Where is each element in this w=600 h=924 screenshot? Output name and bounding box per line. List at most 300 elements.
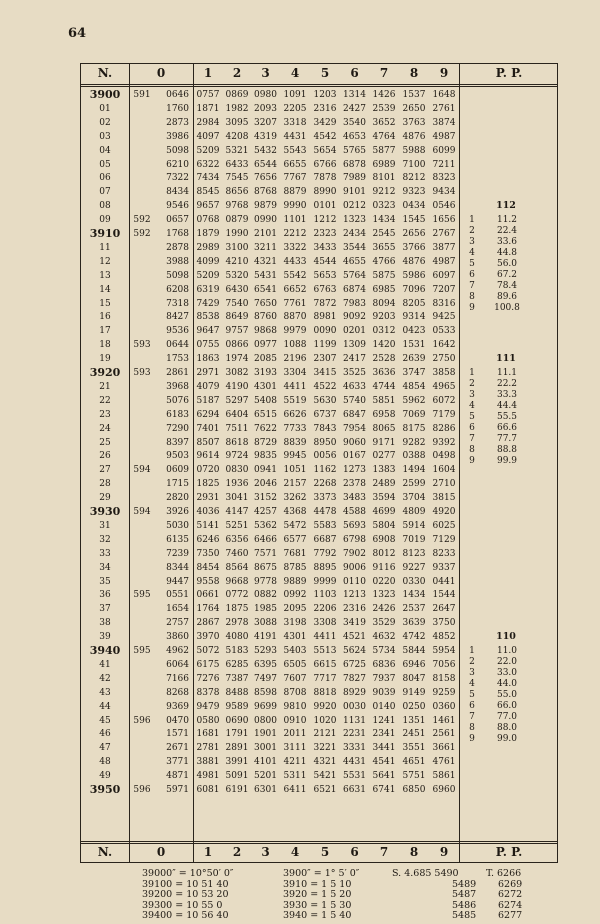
table-cell: 2212 — [283, 229, 307, 239]
pp-value: 11.0 — [496, 646, 518, 656]
table-cell: 5653 — [313, 270, 337, 281]
table-cell: 5630 — [313, 395, 337, 406]
log-table — [80, 63, 558, 863]
table-cell: 3652 — [372, 117, 396, 128]
table-cell: 3970 — [196, 632, 220, 643]
footer-header-cell: 1 — [203, 845, 213, 859]
table-cell: 5209 — [196, 270, 220, 281]
row-label: 47 — [99, 743, 111, 754]
table-cell: 1241 — [372, 715, 396, 726]
table-cell: 2341 — [372, 729, 396, 740]
table-cell: 1985 — [254, 604, 277, 615]
table-cell: 4257 — [254, 507, 277, 517]
table-cell: 7401 — [196, 423, 220, 434]
row-label: 38 — [99, 618, 111, 629]
table-cell: 5293 — [254, 646, 277, 656]
page-number: 64 — [68, 26, 87, 41]
table-cell: 2426 — [372, 604, 396, 615]
table-cell: 8950 — [313, 437, 337, 448]
table-cell: 8760 — [254, 312, 277, 323]
row-label: 31 — [99, 520, 111, 531]
table-cell: 8768 — [254, 187, 277, 198]
pp-value: 44.4 — [496, 401, 518, 411]
table-cell: 0441 — [432, 576, 456, 587]
table-cell: 6294 — [196, 409, 220, 420]
table-cell: 1131 — [343, 715, 366, 726]
table-cell: 1642 — [432, 340, 456, 351]
table-cell: 3221 — [313, 743, 337, 754]
table-cell: 6687 — [313, 534, 337, 545]
pp-digit: 8 — [469, 292, 475, 303]
table-cell: 7650 — [254, 298, 277, 309]
footer-arc-mid: 3920 = 1 5 20 — [283, 889, 352, 900]
table-cell: 6097 — [432, 270, 456, 281]
footer-header-cell: 2 — [232, 845, 242, 859]
pp-digit: 9 — [469, 303, 475, 314]
table-cell: 8205 — [402, 298, 426, 309]
table-cell: 3100 — [225, 242, 249, 253]
table-cell: 0423 — [402, 326, 426, 337]
header-cell: 4 — [290, 66, 300, 80]
table-cell: 1426 — [372, 90, 396, 100]
table-cell: 7096 — [402, 284, 426, 295]
zero-column-value: 3771 — [166, 757, 189, 768]
column-divider — [459, 64, 460, 862]
table-cell: 5861 — [432, 771, 456, 782]
table-cell: 7387 — [225, 673, 249, 684]
pp-digit: 2 — [469, 379, 475, 389]
table-cell: 9282 — [402, 437, 426, 448]
row-label: 29 — [99, 493, 111, 504]
table-cell: 7681 — [283, 548, 307, 559]
table-cell: 5421 — [313, 771, 337, 782]
table-cell: 4544 — [313, 256, 337, 267]
table-cell: 2781 — [196, 743, 220, 754]
table-cell: 4190 — [225, 381, 249, 392]
table-cell: 3433 — [313, 242, 337, 253]
table-cell: 8895 — [313, 562, 337, 573]
table-cell: 7540 — [225, 298, 249, 309]
table-cell: 7056 — [432, 659, 456, 670]
pp-digit: 4 — [469, 248, 475, 259]
pp-digit: 8 — [469, 723, 475, 733]
table-cell: 3540 — [343, 117, 366, 128]
table-cell: 9699 — [254, 701, 277, 712]
table-cell: 9810 — [283, 701, 307, 712]
table-cell: 1309 — [343, 340, 366, 351]
table-cell: 3088 — [254, 618, 277, 629]
table-cell: 0990 — [254, 215, 277, 226]
table-cell: 5542 — [283, 270, 307, 281]
table-cell: 1203 — [313, 90, 337, 100]
table-cell: 6322 — [196, 159, 220, 170]
table-cell: 9558 — [196, 576, 220, 587]
pp-value: 89.6 — [496, 292, 518, 303]
table-cell: 1088 — [283, 340, 307, 351]
row-label: 48 — [99, 757, 111, 768]
table-cell: 5740 — [343, 395, 366, 406]
header-cell: 1 — [203, 66, 213, 80]
footer-header-cell: 5 — [320, 845, 330, 859]
table-cell: 3082 — [225, 368, 249, 378]
footer-arc-left: 39000″ = 10°50′ 0″ — [142, 868, 234, 879]
table-cell: 0879 — [225, 215, 249, 226]
table-cell: 9868 — [254, 326, 277, 337]
table-cell: 2206 — [313, 604, 337, 615]
table-cell: 5209 — [196, 145, 220, 156]
table-cell: 8729 — [254, 437, 277, 448]
table-cell: 4301 — [283, 632, 307, 643]
table-cell: 8785 — [283, 562, 307, 573]
pp-value: 66.0 — [496, 701, 518, 711]
table-cell: 4633 — [343, 381, 366, 392]
pp-digit: 1 — [469, 368, 475, 378]
table-cell: 2761 — [432, 103, 456, 114]
footer-arc-mid: 3940 = 1 5 40 — [283, 910, 352, 921]
table-cell: 4987 — [432, 131, 456, 142]
table-cell: 9149 — [402, 687, 426, 698]
zero-column-value: 5098 — [166, 145, 189, 156]
table-cell: 6515 — [254, 409, 277, 420]
footer-arc-left: 39300 = 10 55 0 — [142, 899, 223, 911]
table-cell: 4852 — [432, 632, 456, 643]
table-cell: 8094 — [372, 298, 396, 309]
table-cell: 2931 — [196, 493, 220, 504]
table-cell: 0388 — [402, 451, 426, 462]
table-cell: 3322 — [283, 242, 307, 253]
table-cell: 5875 — [372, 270, 396, 281]
table-cell: 7656 — [254, 173, 277, 184]
table-cell: 6081 — [196, 785, 220, 795]
table-cell: 0941 — [254, 465, 277, 476]
zero-column-value: 2820 — [166, 493, 189, 504]
table-cell: 5764 — [343, 270, 366, 281]
table-cell: 4809 — [402, 507, 426, 517]
table-cell: 0220 — [372, 576, 396, 587]
table-cell: 5408 — [254, 395, 277, 406]
table-cell: 3529 — [372, 618, 396, 629]
pp-value: 99.9 — [496, 456, 518, 466]
table-cell: 2647 — [432, 604, 456, 615]
table-cell: 8286 — [432, 423, 456, 434]
table-cell: 6741 — [372, 785, 396, 795]
table-cell: 7761 — [283, 298, 307, 309]
table-cell: 6301 — [254, 785, 277, 795]
table-cell: 2451 — [402, 729, 426, 740]
table-cell: 0800 — [254, 715, 277, 726]
zero-column-value: 0470 — [166, 715, 189, 726]
table-cell: 8545 — [196, 187, 220, 198]
zero-column-value: 3986 — [166, 131, 189, 142]
table-cell: 3095 — [225, 117, 249, 128]
table-cell: 5432 — [254, 145, 277, 156]
table-cell: 3639 — [402, 618, 426, 629]
table-cell: 8175 — [402, 423, 426, 434]
table-cell: 0434 — [402, 201, 426, 212]
table-cell: 6798 — [343, 534, 366, 545]
table-cell: 9212 — [372, 187, 396, 198]
table-cell: 0910 — [283, 715, 307, 726]
table-cell: 0580 — [196, 715, 220, 726]
table-cell: 5362 — [254, 520, 277, 531]
zero-column-value: 9503 — [166, 451, 189, 462]
table-cell: 0167 — [343, 451, 366, 462]
table-cell: 1461 — [432, 715, 456, 726]
table-cell: 7434 — [196, 173, 220, 184]
table-cell: 7792 — [313, 548, 337, 559]
table-cell: 5251 — [225, 520, 249, 531]
table-cell: 3655 — [372, 242, 396, 253]
pp-digit: 9 — [469, 734, 475, 744]
table-cell: 4321 — [254, 256, 277, 267]
pp-digit: 7 — [469, 281, 475, 292]
table-cell: 0882 — [254, 590, 277, 601]
footer-header-cell: 9 — [439, 845, 449, 859]
table-cell: 5531 — [343, 771, 366, 782]
table-cell: 0101 — [313, 201, 337, 212]
table-cell: 2489 — [372, 479, 396, 490]
row-label: 02 — [99, 117, 111, 128]
table-cell: 8123 — [402, 548, 426, 559]
table-cell: 4632 — [372, 632, 396, 643]
zero-column-value: 6183 — [166, 409, 189, 420]
table-cell: 5431 — [254, 270, 277, 281]
footer-t-value: 6277 — [498, 910, 523, 921]
table-cell: 6577 — [283, 534, 307, 545]
table-cell: 9116 — [372, 562, 396, 573]
zero-column-value: 1571 — [166, 729, 189, 740]
table-cell: 2316 — [343, 604, 366, 615]
table-cell: 9990 — [283, 201, 307, 212]
header-cell: 6 — [350, 66, 359, 80]
table-cell: 6430 — [225, 284, 249, 295]
table-cell: 0546 — [432, 201, 456, 212]
table-cell: 7350 — [196, 548, 220, 559]
pp-value: 77.0 — [496, 712, 518, 722]
table-cell: 3858 — [432, 368, 456, 378]
table-cell: 2650 — [402, 103, 426, 114]
table-cell: 3551 — [402, 743, 426, 754]
table-cell: 8990 — [313, 187, 337, 198]
row-label: 09 — [99, 215, 111, 226]
zero-column-value: 3968 — [166, 381, 189, 392]
pp-value: 88.8 — [496, 445, 518, 455]
table-cell: 1213 — [343, 590, 366, 601]
footer-t-label: T. 6266 — [486, 868, 522, 879]
pp-value: 44.8 — [496, 248, 518, 259]
table-cell: 3415 — [313, 368, 337, 378]
table-cell: 2434 — [343, 229, 366, 239]
footer-arc-left: 39400 = 10 56 40 — [142, 910, 229, 921]
table-cell: 3331 — [343, 743, 366, 754]
pp-value: 100.8 — [494, 303, 520, 314]
table-cell: 9392 — [432, 437, 456, 448]
table-cell: 9647 — [196, 326, 220, 337]
table-cell: 6989 — [372, 159, 396, 170]
table-cell: 3544 — [343, 242, 366, 253]
table-cell: 8870 — [283, 312, 307, 323]
zero-column-value: 5076 — [166, 395, 189, 406]
table-cell: 5403 — [283, 646, 307, 656]
table-cell: 7129 — [432, 534, 456, 545]
table-cell: 8598 — [254, 687, 277, 698]
pp-value: 33.3 — [496, 390, 518, 400]
table-cell: 5988 — [402, 145, 426, 156]
row-label: 3940 — [89, 644, 121, 657]
row-label: 01 — [99, 103, 111, 114]
table-cell: 0869 — [225, 90, 249, 100]
table-cell: 6766 — [313, 159, 337, 170]
table-cell: 0330 — [402, 576, 426, 587]
table-cell: 7983 — [343, 298, 366, 309]
table-cell: 0277 — [372, 451, 396, 462]
table-cell: 9768 — [225, 201, 249, 212]
table-cell: 8879 — [283, 187, 307, 198]
table-cell: 6847 — [343, 409, 366, 420]
pp-digit: 7 — [469, 712, 475, 722]
row-label: 32 — [99, 534, 111, 545]
header-cell: 0 — [156, 66, 166, 80]
table-cell: 2231 — [343, 729, 366, 740]
zero-column-value: 2861 — [166, 368, 189, 378]
row-divider — [81, 841, 557, 842]
row-label: 18 — [99, 340, 111, 351]
table-cell: 9724 — [225, 451, 249, 462]
pp-value: 67.2 — [496, 270, 518, 281]
row-label: 34 — [99, 562, 111, 573]
row-divider — [81, 86, 557, 87]
zero-column-value: 9369 — [166, 701, 189, 712]
table-cell: 1199 — [313, 340, 337, 351]
table-cell: 6356 — [225, 534, 249, 545]
table-cell: 3441 — [372, 743, 396, 754]
table-cell: 7937 — [372, 673, 396, 684]
footer-header-cell: 6 — [350, 845, 359, 859]
table-cell: 1656 — [432, 215, 456, 226]
zero-column-prefix: 593 — [133, 368, 151, 378]
pp-digit: 6 — [469, 701, 475, 711]
table-cell: 6874 — [343, 284, 366, 295]
zero-column-prefix: 591 — [133, 90, 151, 100]
table-cell: 1544 — [432, 590, 456, 601]
table-cell: 9227 — [402, 562, 426, 573]
table-cell: 1681 — [196, 729, 220, 740]
table-cell: 0140 — [372, 701, 396, 712]
table-cell: 1791 — [225, 729, 249, 740]
pp-digit: 2 — [469, 657, 475, 667]
zero-column-value: 8427 — [166, 312, 189, 323]
table-cell: 2767 — [432, 229, 456, 239]
table-cell: 0980 — [254, 90, 277, 100]
table-cell: 0757 — [196, 90, 220, 100]
row-label: 25 — [99, 437, 111, 448]
table-cell: 6850 — [402, 785, 426, 795]
row-label: 17 — [99, 326, 111, 337]
table-cell: 3483 — [343, 493, 366, 504]
row-label: 19 — [99, 354, 111, 365]
table-cell: 2867 — [196, 618, 220, 629]
row-label: 27 — [99, 465, 111, 476]
table-cell: 6958 — [372, 409, 396, 420]
zero-column-value: 5971 — [166, 785, 189, 795]
zero-column-value: 1654 — [166, 604, 189, 615]
header-cell: 7 — [379, 66, 389, 80]
row-label: 23 — [99, 409, 111, 420]
table-cell: 9657 — [196, 201, 220, 212]
header-cell: P. P. — [495, 66, 523, 80]
table-cell: 7872 — [313, 298, 337, 309]
table-cell: 2157 — [283, 479, 307, 490]
table-cell: 7179 — [432, 409, 456, 420]
table-cell: 7019 — [402, 534, 426, 545]
table-cell: 8212 — [402, 173, 426, 184]
table-cell: 4653 — [343, 131, 366, 142]
zero-column-prefix: 596 — [133, 785, 151, 795]
zero-column-value: 0657 — [166, 215, 189, 226]
table-cell: 6985 — [372, 284, 396, 295]
pp-digit: 6 — [469, 423, 475, 433]
table-cell: 5986 — [402, 270, 426, 281]
zero-column-value: 3926 — [166, 507, 189, 517]
zero-column-value: 4962 — [166, 646, 189, 656]
table-cell: 8012 — [372, 548, 396, 559]
pp-value: 33.6 — [496, 237, 518, 248]
table-cell: 9778 — [254, 576, 277, 587]
table-cell: 8047 — [402, 673, 426, 684]
table-cell: 5765 — [343, 145, 366, 156]
table-cell: 2323 — [313, 229, 337, 239]
table-cell: 3766 — [402, 242, 426, 253]
table-cell: 5201 — [254, 771, 277, 782]
footer-s-label: S. 4.685 5490 — [392, 868, 459, 879]
table-cell: 1323 — [372, 590, 396, 601]
table-cell: 7954 — [343, 423, 366, 434]
table-cell: 4744 — [372, 381, 396, 392]
table-cell: 2656 — [402, 229, 426, 239]
table-cell: 6175 — [196, 659, 220, 670]
table-cell: 4876 — [402, 256, 426, 267]
pp-value: 55.0 — [496, 690, 518, 700]
pp-digit: 8 — [469, 445, 475, 455]
table-cell: 9889 — [283, 576, 307, 587]
table-cell: 4411 — [283, 381, 307, 392]
table-cell: 3747 — [402, 368, 426, 378]
table-cell: 8454 — [196, 562, 220, 573]
pp-digit: 3 — [469, 668, 475, 678]
header-cell: 5 — [320, 66, 330, 80]
pp-value: 22.0 — [496, 657, 518, 667]
table-cell: 8316 — [432, 298, 456, 309]
table-cell: 0992 — [283, 590, 307, 601]
table-cell: 0498 — [432, 451, 456, 462]
zero-column-value: 8344 — [166, 562, 189, 573]
table-cell: 0690 — [225, 715, 249, 726]
table-cell: 1531 — [402, 340, 426, 351]
table-cell: 2378 — [343, 479, 366, 490]
pp-digit: 5 — [469, 690, 475, 700]
table-cell: 6404 — [225, 409, 249, 420]
table-cell: 6544 — [254, 159, 277, 170]
table-cell: 3525 — [343, 368, 366, 378]
table-cell: 7460 — [225, 548, 249, 559]
table-cell: 3111 — [283, 743, 307, 754]
table-cell: 3193 — [254, 368, 277, 378]
table-cell: 1103 — [313, 590, 337, 601]
table-cell: 4920 — [432, 507, 456, 517]
table-cell: 4541 — [372, 757, 396, 768]
table-cell: 1273 — [343, 465, 366, 476]
footer-t-value: 6272 — [498, 889, 523, 900]
